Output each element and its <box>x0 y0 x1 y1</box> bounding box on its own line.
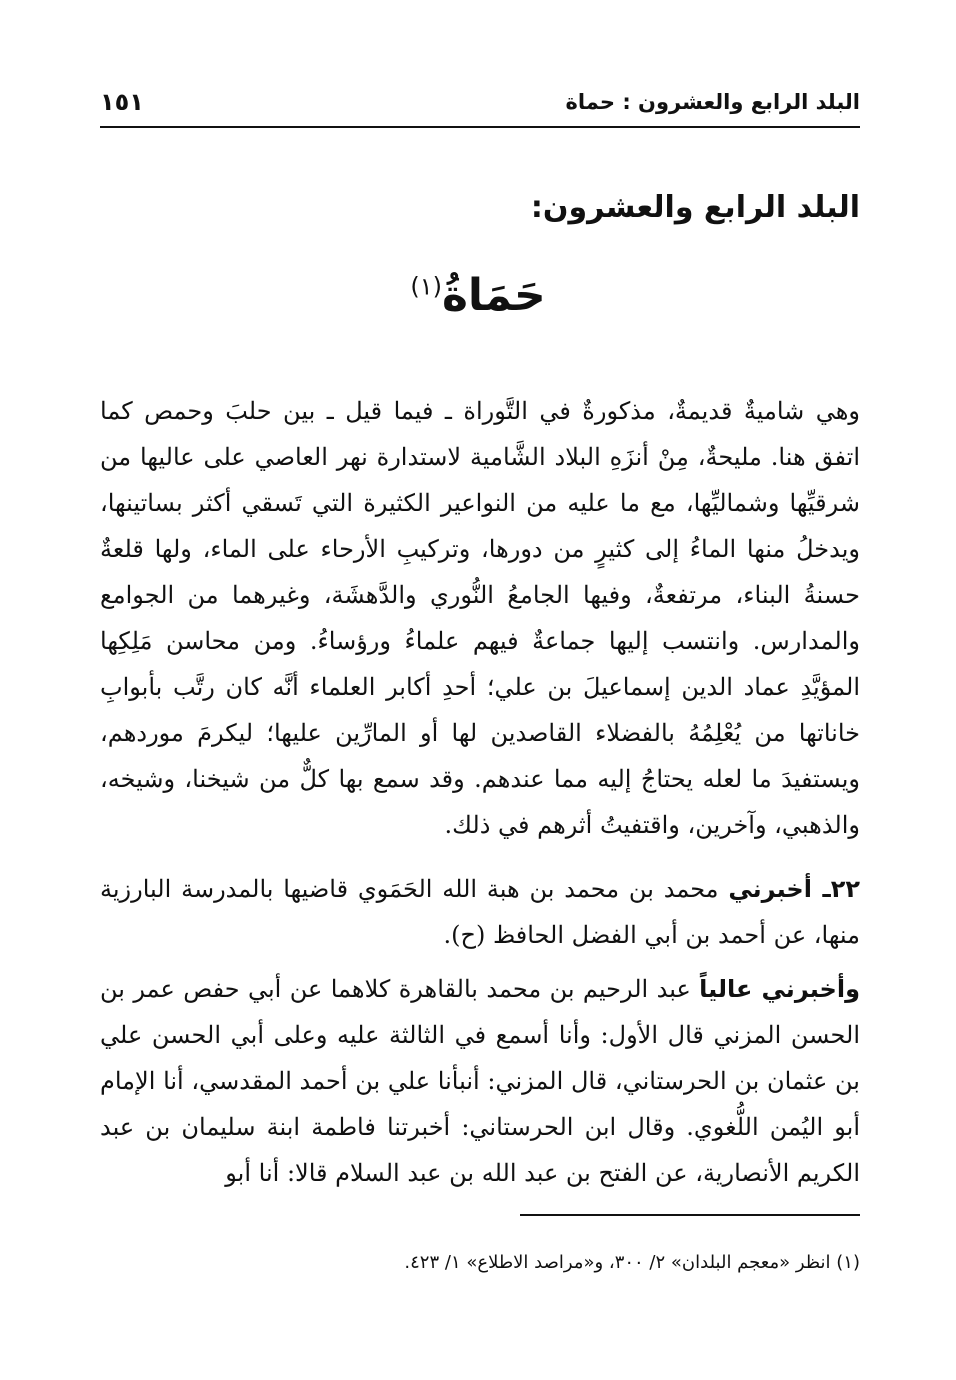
footnote: (١) انظر «معجم البلدان» ٢/ ٣٠٠، و«مراصد الاطلاع» ١/ ٤٢٣. <box>404 1252 860 1273</box>
paragraph-text: وهي شاميةٌ قديمةٌ، مذكورةٌ في التَّوراة ـ فيما قيل ـ بين حلبَ وحمص كما اتفق هنا. مليحةٌ، مِنْ أنزَهِ البلاد الشَّامية لاستدارة نهر العاصي على عاليها من شرقيِّها وشماليِّها، مع ما عليه من النواعير الكثيرة التي تَسقي أكثر بساتينها، ويدخلُ منها الماءُ إلى كثيرٍ من دورها، وتركيبِ الأرحاء على الماء، ولها قلعةٌ حسنةُ البناء، مرتفعةٌ، وفيها الجامعُ النُّوري والدَّهشَة، وغيرهما من الجوامع والمدارس. وانتسب إليها جماعةٌ فيهم علماءُ ورؤساءُ. ومن محاسن مَلِكِها المؤيَّدِ عماد الدين إسماعيلَ بن علي؛ أحدِ أكابر العلماء أنَّه كان رتَّب بأبوابِ خاناتها من يُعْلِمُهُ بالفضلاء القاصدين لها أو المارِّين عليها؛ ليكرمَ موردهم، ويستفيدَ ما لعله يحتاجُ إليه مما عندهم. وقد سمع بها كلٌّ من شيخنا، وشيخه، والذهبي، وآخرين، واقتفيتُ أثرهم في ذلك. <box>100 397 860 839</box>
city-title <box>0 270 956 321</box>
section-heading: البلد الرابع والعشرون: <box>530 190 860 225</box>
narration-lead: وأخبرني عالياً <box>699 975 860 1003</box>
header-rule <box>100 126 860 128</box>
footnote-rule <box>520 1214 860 1216</box>
page-number: ١٥١ <box>100 88 144 116</box>
city-name: حَمَاةُ <box>441 270 546 321</box>
paragraph-narration-chain <box>100 966 860 1196</box>
footnote-marker: (١) <box>410 272 442 301</box>
paragraph-description <box>100 388 860 848</box>
paragraph-text: محمد بن محمد بن هبة الله الحَمَوي قاضيها بالمدرسة البارزية منها، عن أحمد بن أبي الفضل الحافظ (ح). <box>100 875 860 949</box>
running-header <box>100 84 860 124</box>
paragraph-text: عبد الرحيم بن محمد بالقاهرة كلاهما عن أبي حفص عمر بن الحسن المزني قال الأول: وأنا أسمع في الثالثة عليه وعلى أبي الحسن علي بن عثمان بن الحرستاني، قال المزني: أنبأنا علي بن أحمد المقدسي، أنا الإمام أبو اليُمن اللُّغوي. وقال ابن الحرستاني: أخبرتنا فاطمة ابنة سليمان بن عبد الكريم الأنصارية، عن الفتح بن عبد الله بن عبد السلام قالا: أنا أبو <box>100 975 861 1187</box>
running-title: البلد الرابع والعشرون : حماة <box>565 90 860 114</box>
paragraph-narration-22 <box>100 866 860 958</box>
narration-lead: ٢٢ـ أخبرني <box>728 875 860 903</box>
